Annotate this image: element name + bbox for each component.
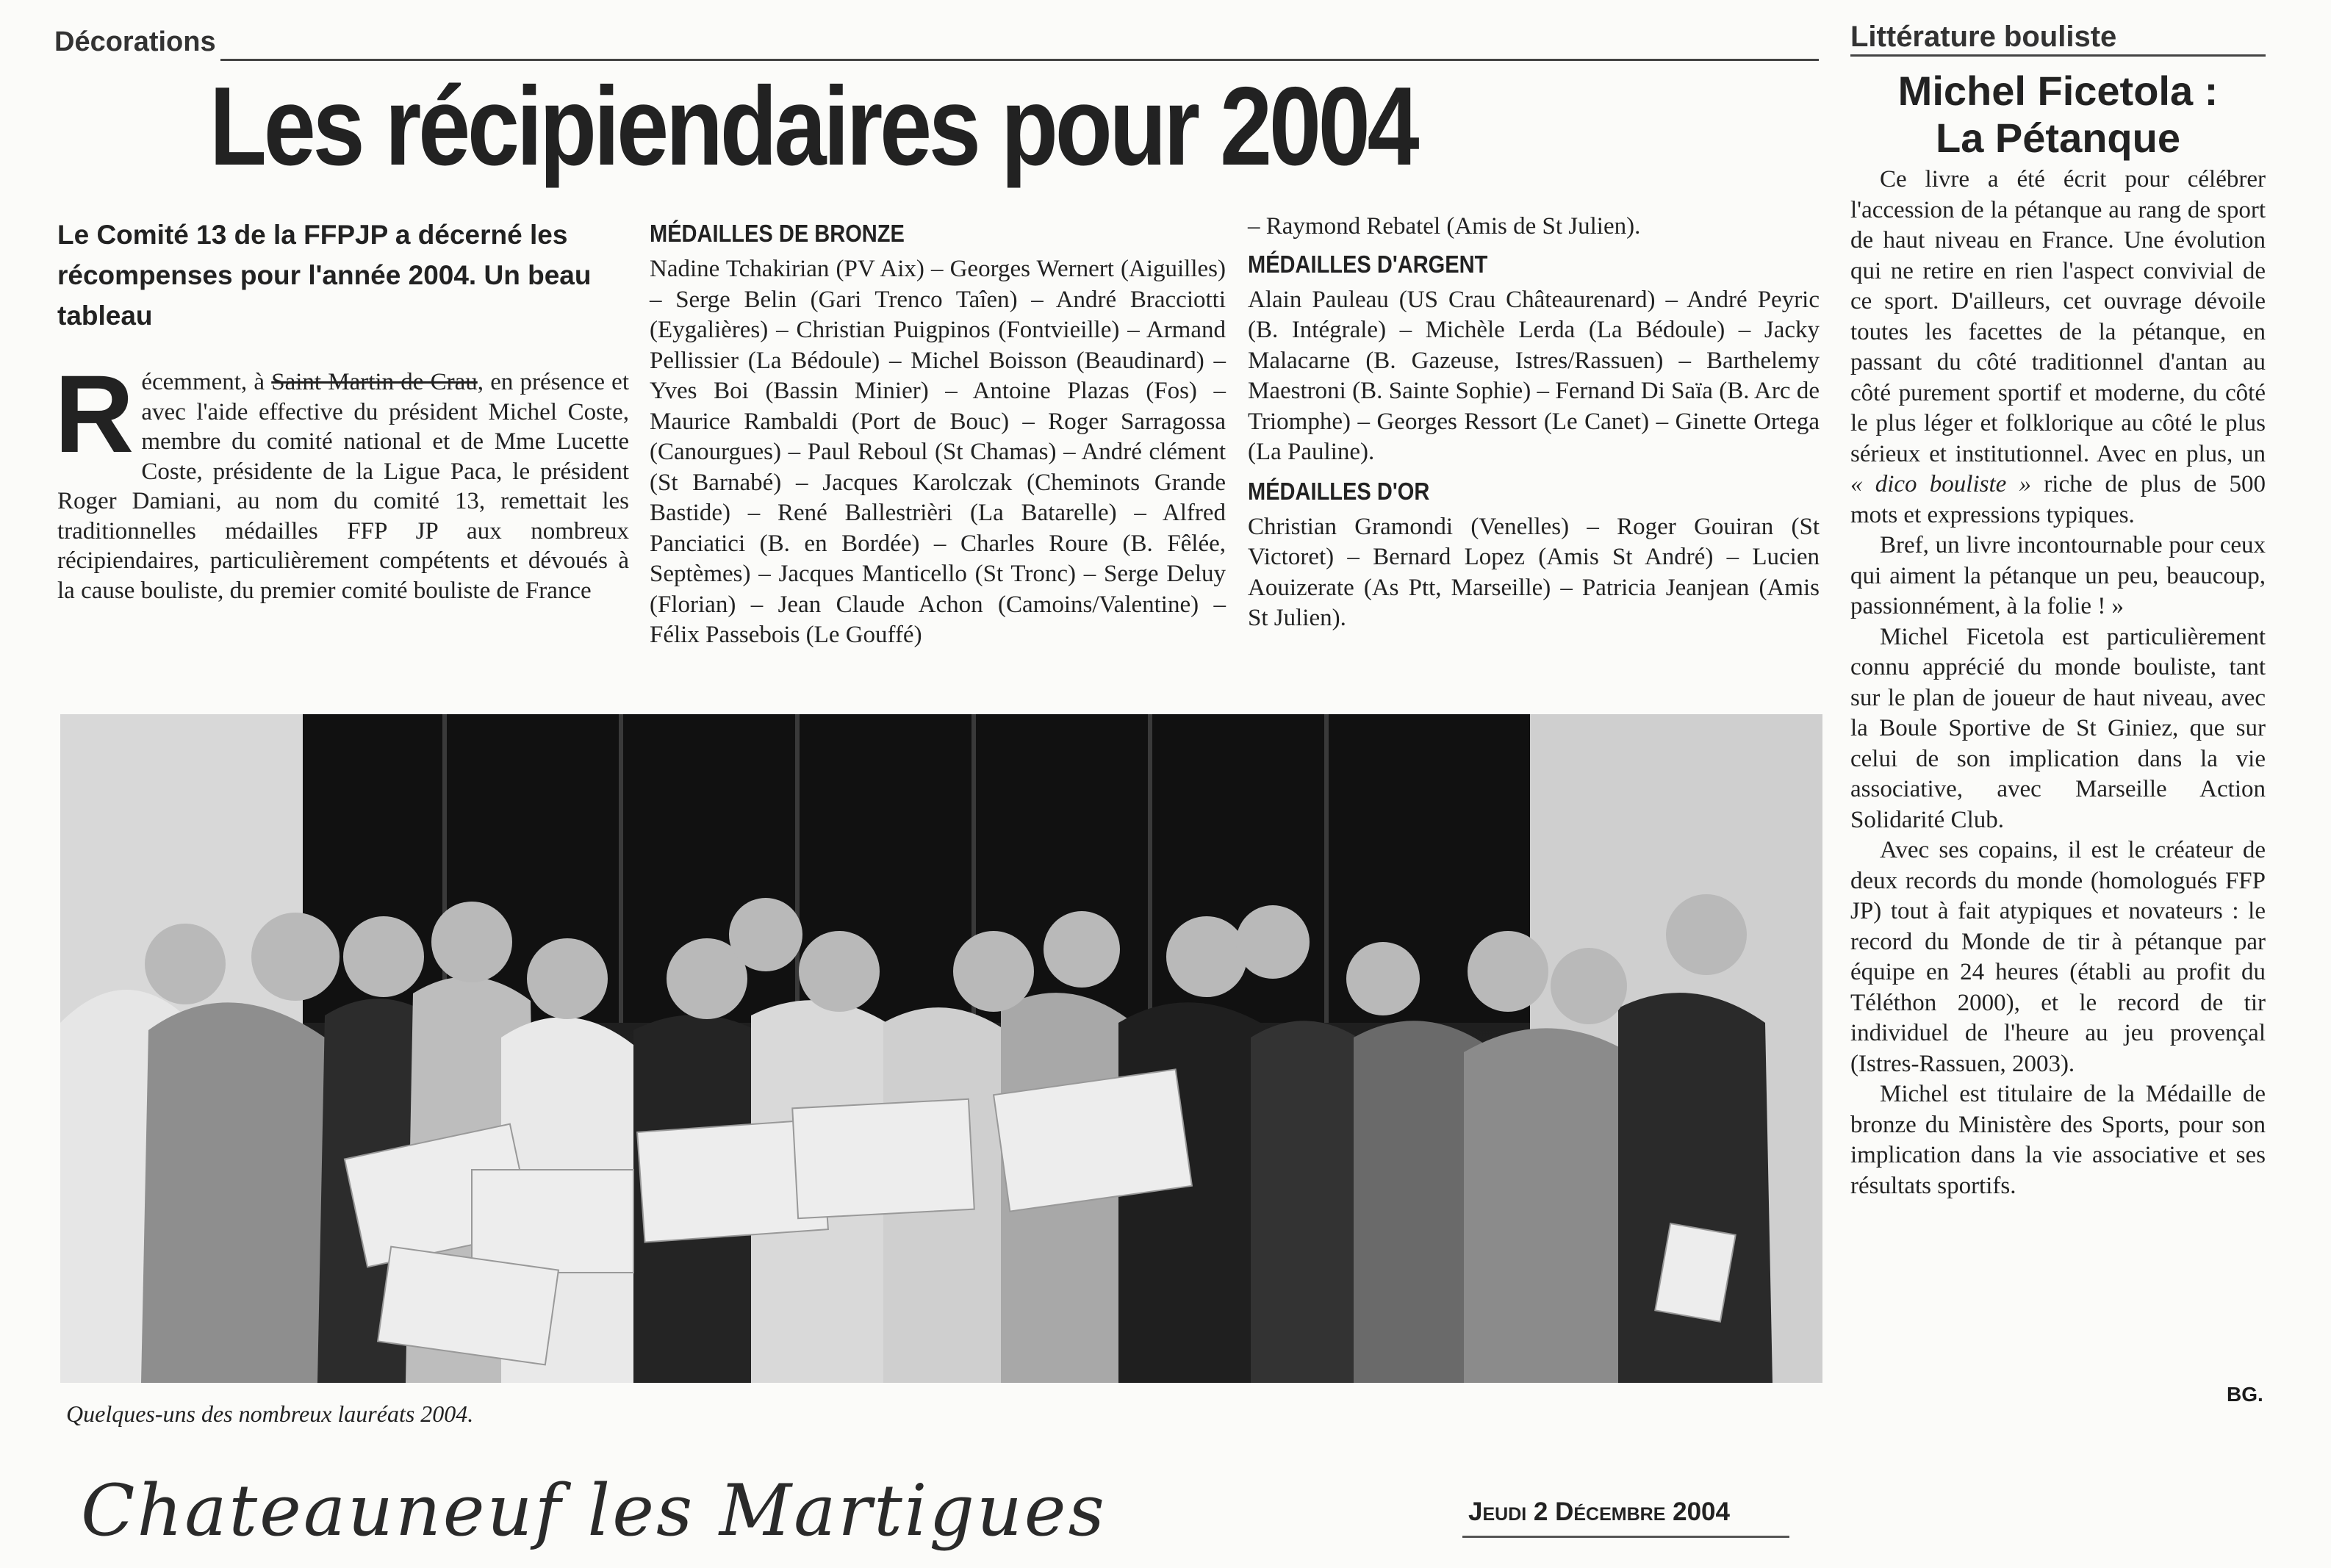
intro-text-2: , en présence et avec l'aide effective du président Michel Coste, membre du comité national et de Mme Lucette Coste, présidente de la Ligue Paca, le président Roger Damiani, au nom du comité 13, remettait les traditionnelles médailles FFP JP aux nombreux récipiendaires, particulièrement compétents et dévoués à la cause bouliste, du premier comité bouliste de France [57,369,629,604]
sidebar-title-line-1: Michel Ficetola : [1897,68,2219,114]
silver-gold-column [1248,212,1820,634]
sidebar-rule [1850,54,2266,57]
sidebar-rubric: Littérature bouliste [1850,21,2117,53]
intro-text-1: écemment, à [141,369,272,395]
sidebar-title [1850,68,2266,162]
silver-list: Alain Pauleau (US Crau Châteaurenard) – André Peyric (B. Intégrale) – Michèle Lerda (La Bédoule) – Jacky Malacarne (B. Gazeuse, Istres/Rassuen) – Barthelemy Maestroni (B. Sainte Sophie) – Fernand Di Saïa (B. Arc de Triomphe) – Georges Ressort (Le Canet) – Ginette Ortega (La Pauline). [1248,286,1820,465]
drop-cap: R [54,352,134,475]
group-photo-illustration [60,714,1822,1383]
sidebar-title-line-2: La Pétanque [1936,115,2180,161]
dico-bouliste-italic: « dico bouliste » [1850,471,2032,497]
headline: Les récipiendaires pour 2004 [209,64,1417,189]
sidebar-paragraph-3: Michel Ficetola est particulièrement connu apprécié du monde bouliste, tant sur le plan de joueur de haut niveau, avec la Boule Sportive de St Giniez, que sur celui de son implication dans la vie associative, avec Marseille Action Solidarité Club. [1850,623,2266,833]
date-rule [1462,1536,1789,1538]
gold-title: MÉDAILLES D'OR [1248,477,1430,505]
silver-title: MÉDAILLES D'ARGENT [1248,250,1488,278]
bronze-column [650,216,1226,651]
lead-paragraph: Le Comité 13 de la FFPJP a décerné les récompenses pour l'année 2004. Un beau tableau [57,220,592,331]
sidebar-paragraph-2: Bref, un livre incontournable pour ceux qui aiment la pétanque un peu, beaucoup, passionnément, à la folie ! » [1850,532,2266,619]
gold-list: Christian Gramondi (Venelles) – Roger Gouiran (St Victoret) – Bernard Lopez (Amis St André) – Lucien Aouizerate (As Ptt, Marseille) – Patricia Jeanjean (Amis St Julien). [1248,513,1820,631]
publication-date: Jeudi 2 Décembre 2004 [1468,1497,1730,1526]
sidebar-paragraph-5: Michel est titulaire de la Médaille de bronze du Ministère des Sports, pour son implication dans la vie associative et ses résultats sportifs. [1850,1081,2266,1199]
intro-paragraph [54,352,629,605]
header-rule [220,59,1819,61]
group-photo [60,714,1822,1383]
sidebar-body [1850,165,2266,1201]
intro-struck-text: Saint Martin de Crau [271,369,478,395]
photo-caption: Quelques-uns des nombreux lauréats 2004. [66,1400,474,1427]
bronze-list: Nadine Tchakirian (PV Aix) – Georges Wernert (Aiguilles) – Serge Belin (Gari Trenco Taîen) – André Bracciotti (Eygalières) – Christian Puigpinos (Fontvieille) – Armand Pellissier (La Bédoule) – Michel Boisson (Beaudinard) – Yves Boi (Bassin Minier) – Antoine Plazas (Fos) – Maurice Rambaldi (Port de Bouc) – Roger Sarragossa (Canourgues) – Paul Reboul (St Chamas) – André clément (St Barnabé) – Jacques Karolczak (Cheminots Grande Bastide) – René Ballestrièri (La Batarelle) – Alfred Panciatici (B. en Bordée) – Charles Roure (B. Fêlée, Septèmes) – Jacques Manticello (St Tronc) – Serge Deluy (Florian) – Jean Claude Achon (Camoins/Valentine) – Félix Passebois (Le Gouffé) [650,256,1226,648]
bronze-title: MÉDAILLES DE BRONZE [650,220,905,247]
author-signoff: BG. [2227,1383,2263,1406]
handwritten-note: Chateauneuf les Martigues [81,1470,1107,1552]
sidebar-paragraph-1: Ce livre a été écrit pour célébrer l'accession de la pétanque au rang de sport de haut niveau en France. Une évolution qui ne retire en rien l'aspect convivial de ce sport. D'ailleurs, cet ouvrage dévoile toutes les facettes de la pétanque, en passant du côté traditionnel d'antan au côté purement sportif et moderne, du côté le plus léger et folklorique au côté le plus sérieux et institutionnel. Avec en plus, un « dico bouliste » riche de plus de 500 mots et expressions typiques. [1850,166,2266,528]
bronze-continuation: – Raymond Rebatel (Amis de St Julien). [1248,213,1641,240]
section-rubric: Décorations [54,26,216,57]
sidebar-paragraph-4: Avec ses copains, il est le créateur de deux records du monde (homologués FFP JP) tout à fait atypiques et novateurs : le record du Monde de tir à pétanque par équipe en 24 heures (établi au profit du Téléthon 2000), et le record de tir individuel de l'heure au jeu provençal (Istres-Rassuen, 2003). [1850,837,2266,1077]
